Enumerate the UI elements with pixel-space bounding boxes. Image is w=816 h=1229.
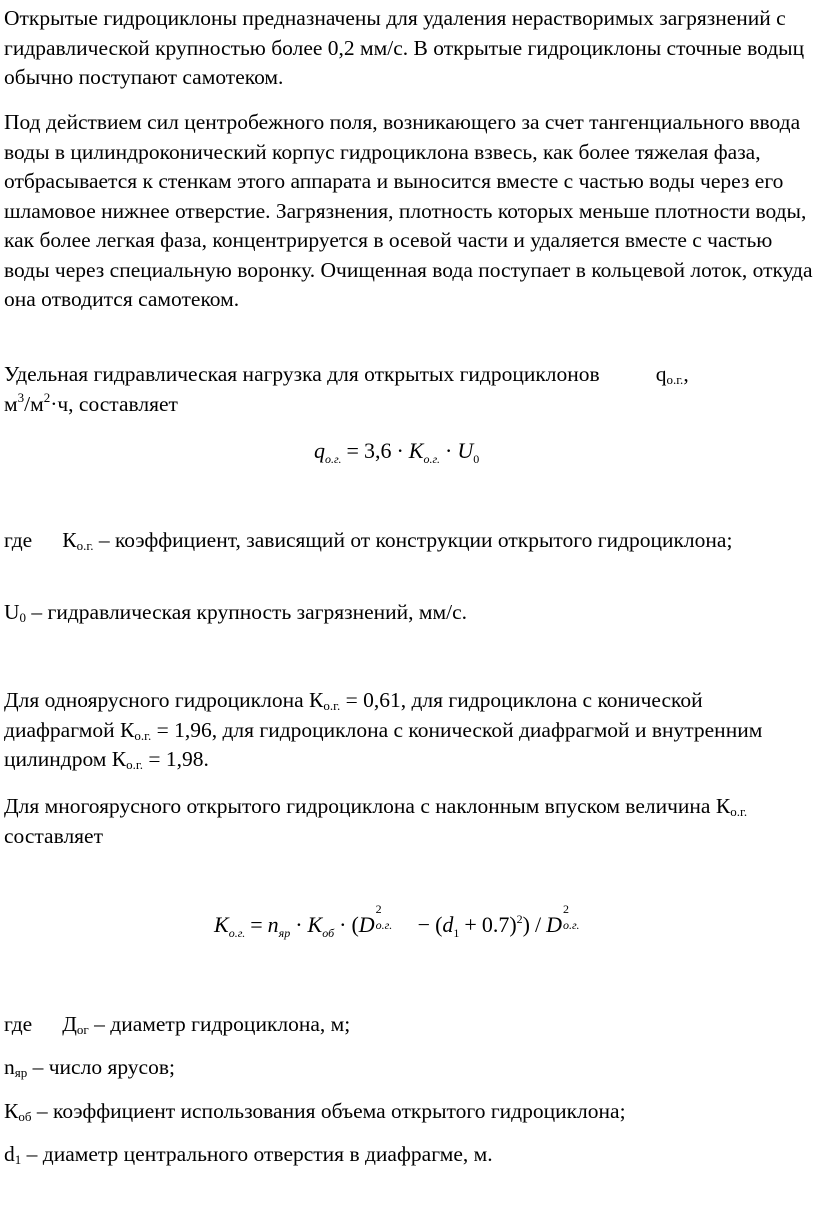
f2-D-sup: 2	[375, 902, 382, 916]
f2-D2: D	[546, 912, 563, 937]
paragraph-mechanism: Под действием сил центробежного поля, возникающего за счет тангенциального ввода воды в цилиндроконический корпус гидроциклона взвесь, как более тяжелая фаза, отбрасывается к стенкам этого аппарата и выносится вместе с частью воды через его шламовое нижнее отверстие. Загрязнения, плотность которых меньше плотности воды, как более легкая фаза, концентрируется в осевой части и удаляется вместе с частью воды через специальную воронку. Очищенная вода поступает в кольцевой лоток, откуда она отводится самотеком.	[4, 110, 813, 311]
where1-K-sub: о.г.	[76, 538, 94, 553]
f2-lp: (	[351, 912, 359, 937]
multi-t1: Для многоярусного открытого гидроциклона с наклонным впуском величина К	[4, 794, 731, 818]
where1-K: К	[62, 528, 77, 552]
paragraph-load	[4, 360, 814, 419]
multi-t2: составляет	[4, 823, 103, 848]
f2-plus: +	[464, 912, 477, 937]
u0-text: – гидравлическая крупность загрязнений, мм/с.	[26, 600, 468, 624]
values-s3: о.г.	[126, 757, 143, 772]
f2-D: D	[358, 912, 375, 937]
where2-K: К	[4, 1099, 19, 1123]
values-s2: о.г.	[134, 727, 152, 743]
where2-d-text: – диаметр центрального отверстия в диафрагме, м.	[21, 1142, 493, 1166]
load-text: Удельная гидравлическая нагрузка для открытых гидроциклонов	[4, 362, 600, 386]
where2-n: n	[4, 1055, 15, 1079]
load-slash-m: /м	[24, 391, 44, 416]
f1-dot: ·	[396, 438, 404, 463]
paragraph-u0	[4, 598, 814, 628]
values-t3: = 1,96, для гидроциклона с конической диафрагмой и внутренним цилиндром К	[4, 717, 763, 771]
paragraph-values	[4, 686, 814, 775]
load-sup2: 2	[43, 389, 51, 405]
where2-d: d	[4, 1142, 15, 1166]
where2-D-sub: ог	[76, 1022, 89, 1037]
paragraph-intro: Открытые гидроциклоны предназначены для удаления нерастворимых загрязнений с гидравлической крупностью более 0,2 мм/с. В открытые гидроциклоны сточные водыц обычно поступают самотеком.	[4, 6, 805, 89]
formula-multi	[214, 902, 598, 941]
where2-D: Д	[62, 1012, 77, 1036]
f2-K: K	[214, 912, 229, 937]
values-t4: = 1,98.	[142, 747, 209, 771]
f1-K-sub: о.г.	[423, 452, 440, 466]
values-s1: о.г.	[323, 698, 341, 713]
u0-symbol: U	[4, 600, 20, 624]
values-t1: Для одноярусного гидроциклона К	[4, 688, 324, 712]
multi-s1: о.г.	[730, 804, 748, 819]
where1-text: – коэффициент, зависящий от конструкции открытого гидроциклона;	[93, 528, 733, 552]
where2-K-text: – коэффициент использования объема открытого гидроциклона;	[31, 1099, 626, 1123]
where2-d-sub: 1	[14, 1152, 22, 1167]
f1-q-sub: о.г.	[325, 452, 342, 466]
f2-rp2: )	[509, 912, 517, 937]
f2-d: d	[442, 912, 454, 937]
where2-K-sub: об	[18, 1109, 32, 1124]
load-sup3: 3	[17, 389, 25, 405]
f1-eq: =	[346, 438, 359, 463]
f2-D2-scripts	[562, 902, 598, 932]
f1-q: q	[314, 438, 325, 463]
f1-coef: 3,6	[363, 438, 392, 463]
load-m: м	[4, 391, 18, 416]
f2-n: n	[267, 912, 279, 937]
where1-gde: где	[4, 528, 33, 552]
f2-K2-sub: об	[322, 926, 335, 940]
f2-n-sub: яр	[278, 926, 291, 940]
paragraph-d1	[4, 1140, 814, 1170]
f1-U-sub: 0	[473, 452, 480, 466]
f2-D2-sub: о.г.	[563, 918, 580, 932]
f2-dot: ·	[295, 912, 303, 937]
load-q-sub: о.г.	[666, 372, 684, 387]
f2-D-scripts	[375, 902, 413, 932]
paragraph-kob	[4, 1097, 814, 1127]
f2-num: 0.7	[481, 912, 510, 937]
f2-K2: K	[307, 912, 323, 937]
paragraph-multi	[4, 792, 814, 851]
f1-U: U	[457, 438, 474, 463]
load-rest: ·ч, составляет	[50, 391, 178, 416]
f2-lp2: (	[435, 912, 443, 937]
f2-dot2: ·	[339, 912, 347, 937]
paragraph-where2	[4, 1010, 814, 1040]
f2-eq: =	[250, 912, 263, 937]
where2-n-sub: яр	[14, 1065, 28, 1080]
u0-sub: 0	[19, 610, 27, 625]
where2-gde: где	[4, 1012, 33, 1036]
f2-sup2: 2	[516, 912, 523, 926]
formula-load	[314, 438, 479, 467]
values-t2: = 0,61, для гидроциклона с конической диафрагмой К	[4, 688, 703, 742]
f1-dot2: ·	[445, 438, 453, 463]
paragraph-where1	[4, 526, 814, 556]
paragraph-nyar	[4, 1053, 814, 1083]
f1-K: K	[408, 438, 424, 463]
where2-D-text: – диаметр гидроциклона, м;	[88, 1012, 351, 1036]
where2-n-text: – число ярусов;	[27, 1055, 175, 1079]
f2-K-sub: о.г.	[228, 926, 246, 940]
f2-D2-sup: 2	[563, 902, 570, 916]
load-q: q	[655, 362, 667, 386]
f2-D-sub: о.г.	[375, 918, 393, 932]
f2-d-sub: 1	[453, 926, 460, 940]
f2-rp: )	[522, 912, 530, 937]
f2-div: /	[535, 912, 542, 937]
load-comma: ,	[683, 362, 689, 386]
f2-minus: −	[417, 912, 431, 937]
